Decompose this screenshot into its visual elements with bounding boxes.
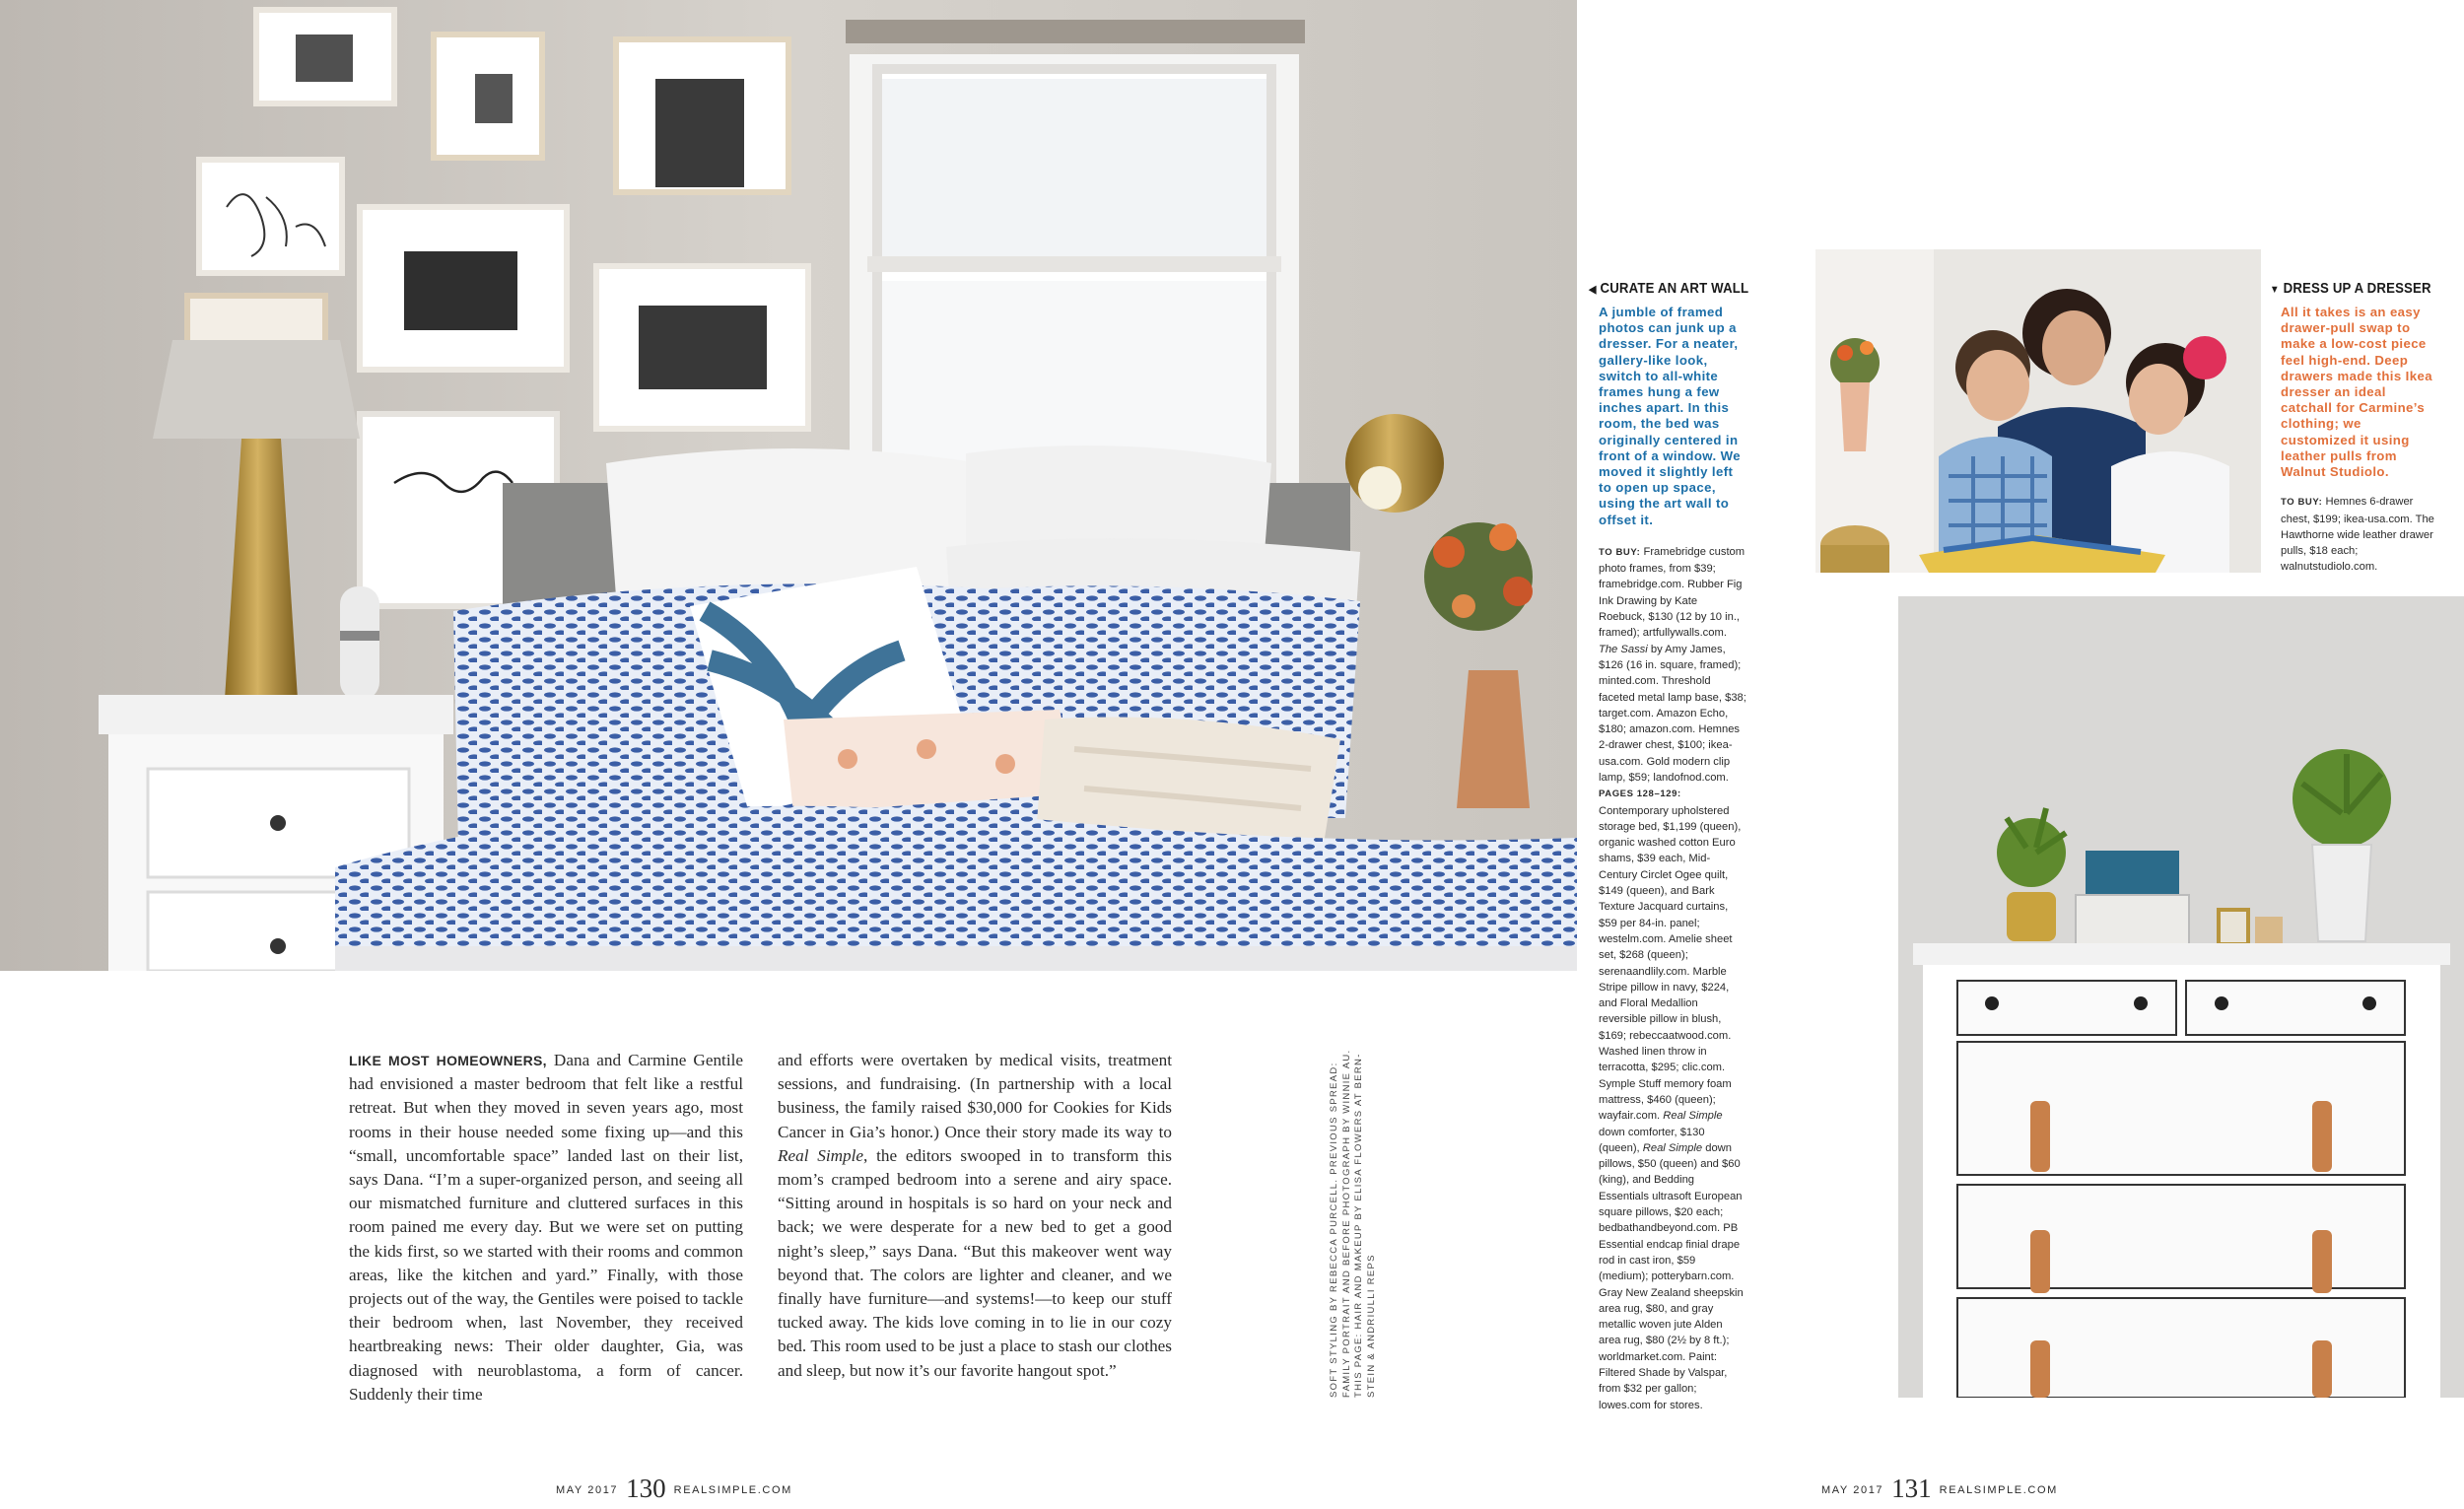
pages-label: PAGES 128–129: <box>1599 789 1681 800</box>
tobuy-label: TO BUY: <box>1599 546 1641 558</box>
folio-site: REALSIMPLE.COM <box>673 1484 792 1496</box>
bedroom-photo <box>0 0 1577 971</box>
art-wall-tobuy <box>1589 544 1746 1413</box>
page-number: 130 <box>626 1474 666 1503</box>
credit-line: SOFT STYLING BY REBECCA PURCELL. PREVIOUS SPREAD: <box>1329 1062 1339 1398</box>
arrow-left-icon: ◀ <box>1589 284 1597 296</box>
article-column-2 <box>778 1049 1172 1383</box>
pages-italic: Real Simple <box>1663 1110 1723 1123</box>
dresser-photo <box>1898 596 2464 1398</box>
article-col1-text: Dana and Carmine Gentile had envisioned a master bedroom that felt like a restful retreat. But when they moved in seven years ago, most rooms in their house needed some fixing up—and this “small, uncomfortable space” landed last on their list, says Dana. “I’m a super-organized person, and seeing all our mismatched furniture and cluttered surfaces in this room pained me every day. But we were set on putting the kids first, so we started with their rooms and common areas, like the kitchen and yard.” Finally, with those projects out of the way, the Gentiles were poised to tackle their bedroom when, last November, they received heartbreaking news: Their older daughter, Gia, was diagnosed with neuroblastoma, a form of cancer. Suddenly their time <box>349 1051 743 1404</box>
article-col2-text-b: , the editors swooped in to transform this mom’s cramped bedroom into a serene and airy space. “Sitting around in hospitals is so hard on your neck and back; we were desperate for a new bed to get a good night’s sleep,” says Dana. “But this makeover went way beyond that. The colors are lighter and cleaner, and we finally have furniture—and systems!—to keep our stuff tucked away. The kids love coming in to lie in our cozy bed. This room used to be just a place to stash our clothes and sleep, but now it’s our favorite hangout spot.” <box>778 1145 1172 1380</box>
credit-line: STEIN & ANDRIULLI REPS <box>1365 1254 1377 1398</box>
dresser-intro: All it takes is an easy drawer-pull swap to make a low-cost piece feel high-end. Deep drawers made this Ikea dresser an ideal catchall for Carmine’s clothing; we customized it using leather pulls from Walnut Studiolo. <box>2281 305 2432 480</box>
pages-italic: Real Simple <box>1642 1141 1703 1154</box>
article-col2-italic: Real Simple <box>778 1145 864 1165</box>
tobuy-text: by Amy James, $126 (16 in. square, framed); minted.com. Threshold faceted metal lamp base, $38; target.com. Amazon Echo, $180; amazon.com. Hemnes 2-drawer chest, $100; ikea-usa.com. Gold modern clip lamp, $59; landofnod.com. <box>1599 643 1746 784</box>
pages-text: down pillows, $50 (queen) and $60 (king), and Bedding Essentials ultrasoft European square pillows, $20 each; bedbathandbeyond.com. PB Essential endcap finial drape rod in cast iron, $59 (medium); potterybarn.com. Gray New Zealand sheepskin area rug, $80, and gray metallic woven jute Alden area rug, $80 (2½ by 8 ft.); worldmarket.com. Paint: Filtered Shade by Valspar, from $32 per gallon; lowes.com for stores. <box>1599 1141 1744 1411</box>
article-lead-in: LIKE MOST HOMEOWNERS, <box>349 1053 547 1068</box>
art-wall-intro: A jumble of framed photos can junk up a dresser. For a neater, gallery-like look, switch to all-white frames hung a few inches apart. In this room, the bed was originally centered in front of a window. We moved it slightly left to open up space, using the art wall to offset it. <box>1599 305 1741 527</box>
page-number: 131 <box>1891 1474 1932 1503</box>
pages-text: down comforter, $130 (queen), <box>1599 1126 1705 1154</box>
dresser-heading-text: DRESS UP A DRESSER <box>2283 280 2431 297</box>
left-folio <box>556 1474 792 1504</box>
family-photo <box>1815 249 2261 573</box>
dresser-tobuy <box>2270 494 2438 575</box>
tobuy-italic: The Sassi <box>1599 643 1648 655</box>
tobuy-label: TO BUY: <box>2281 497 2323 509</box>
arrow-down-icon: ▼ <box>2270 284 2280 296</box>
credit-line: THIS PAGE: HAIR AND MAKEUP BY ELISA FLOWERS AT BERN- <box>1353 1053 1364 1398</box>
art-wall-heading <box>1589 280 1749 297</box>
folio-month: MAY 2017 <box>1821 1484 1884 1496</box>
dresser-heading <box>2270 280 2431 297</box>
dresser-sidebar <box>2270 280 2447 576</box>
folio-site: REALSIMPLE.COM <box>1939 1484 2058 1496</box>
right-folio <box>1821 1474 2058 1504</box>
folio-month: MAY 2017 <box>556 1484 619 1496</box>
art-wall-sidebar <box>1589 280 1754 1413</box>
credit-line: FAMILY PORTRAIT AND BEFORE PHOTOGRAPH BY WINNIE AU. <box>1340 1049 1352 1398</box>
article-column-1 <box>349 1049 743 1406</box>
tobuy-text: Framebridge custom photo frames, from $39; framebridge.com. Rubber Fig Ink Drawing by Kate Roebuck, $130 (12 by 10 in., framed); artfullywalls.com. <box>1599 545 1745 640</box>
article-col2-text-a: and efforts were overtaken by medical visits, treatment sessions, and fundraising. (In partnership with a local business, the family raised $30,000 for Cookies for Kids Cancer in Gia’s honor.) Once their story made its way to <box>778 1051 1172 1141</box>
photo-credits <box>1329 1050 1378 1398</box>
pages-text: Contemporary upholstered storage bed, $1,199 (queen), organic washed cotton Euro shams, $39 each, Mid-Century Circlet Ogee quilt, $149 (queen), and Bark Texture Jacquard curtains, $59 per 84-in. panel; westelm.com. Amelie sheet set, $268 (queen); serenaandlily.com. Marble Stripe pillow in navy, $224, and Floral Medallion reversible pillow in blush, $169; rebeccaatwood.com. Washed linen throw in terracotta, $295; clic.com. Symple Stuff memory foam mattress, $460 (queen); wayfair.com. <box>1599 804 1742 1123</box>
tobuy-text: Hemnes 6-drawer chest, $199; ikea-usa.com. The Hawthorne wide leather drawer pulls, $18 each; walnutstudiolo.com. <box>2281 496 2434 574</box>
art-wall-heading-text: CURATE AN ART WALL <box>1600 280 1749 297</box>
